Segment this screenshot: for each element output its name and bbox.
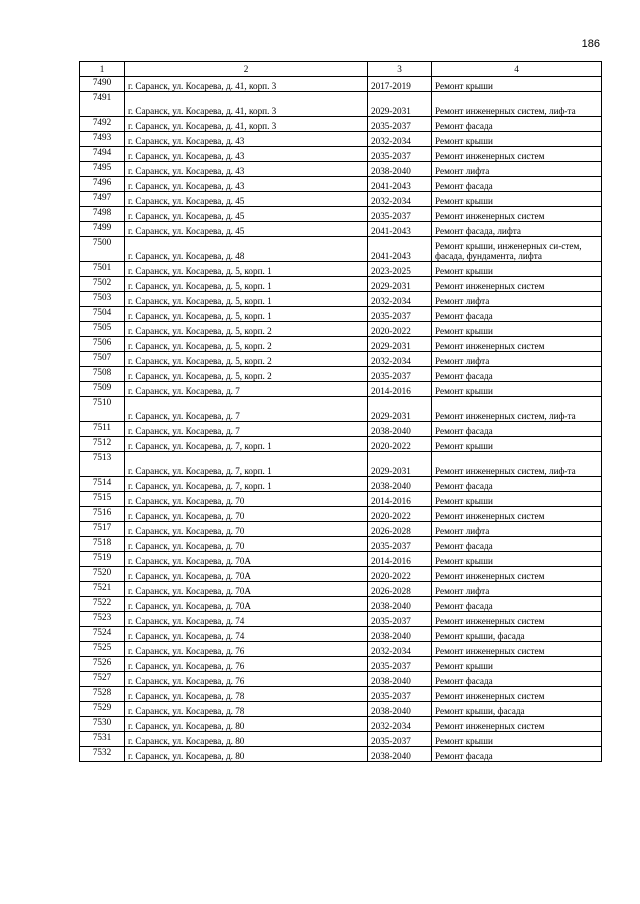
address-cell: г. Саранск, ул. Косарева, д. 7 xyxy=(125,422,368,437)
years-cell: 2038-2040 xyxy=(368,702,432,717)
years-cell: 2035-2037 xyxy=(368,657,432,672)
address-cell: г. Саранск, ул. Косарева, д. 45 xyxy=(125,192,368,207)
address-cell: г. Саранск, ул. Косарева, д. 41, корп. 3 xyxy=(125,92,368,117)
table-row xyxy=(80,277,602,292)
address-cell: г. Саранск, ул. Косарева, д. 5, корп. 2 xyxy=(125,322,368,337)
address-cell: г. Саранск, ул. Косарева, д. 70А xyxy=(125,597,368,612)
table-row xyxy=(80,192,602,207)
table-row xyxy=(80,77,602,92)
row-number-cell: 7505 xyxy=(80,322,125,337)
address-cell: г. Саранск, ул. Косарева, д. 70 xyxy=(125,522,368,537)
table-row xyxy=(80,477,602,492)
address-cell: г. Саранск, ул. Косарева, д. 70А xyxy=(125,582,368,597)
column-header-1: 1 xyxy=(80,62,125,77)
table-row xyxy=(80,307,602,322)
row-number-cell: 7515 xyxy=(80,492,125,507)
years-cell: 2035-2037 xyxy=(368,537,432,552)
table-row xyxy=(80,582,602,597)
work-type-cell: Ремонт фасада xyxy=(432,177,602,192)
years-cell: 2023-2025 xyxy=(368,262,432,277)
table-row xyxy=(80,612,602,627)
row-number-cell: 7514 xyxy=(80,477,125,492)
row-number-cell: 7502 xyxy=(80,277,125,292)
row-number-cell: 7511 xyxy=(80,422,125,437)
work-type-cell: Ремонт крыши xyxy=(432,492,602,507)
row-number-cell: 7512 xyxy=(80,437,125,452)
row-number-cell: 7521 xyxy=(80,582,125,597)
work-type-cell: Ремонт фасада xyxy=(432,477,602,492)
table-row xyxy=(80,437,602,452)
address-cell: г. Саранск, ул. Косарева, д. 5, корп. 1 xyxy=(125,277,368,292)
years-cell: 2041-2043 xyxy=(368,237,432,262)
years-cell: 2038-2040 xyxy=(368,627,432,642)
row-number-cell: 7526 xyxy=(80,657,125,672)
work-type-cell: Ремонт лифта xyxy=(432,292,602,307)
work-type-cell: Ремонт лифта xyxy=(432,522,602,537)
address-cell: г. Саранск, ул. Косарева, д. 5, корп. 1 xyxy=(125,292,368,307)
work-type-cell: Ремонт крыши xyxy=(432,132,602,147)
address-cell: г. Саранск, ул. Косарева, д. 80 xyxy=(125,747,368,762)
table-row xyxy=(80,732,602,747)
row-number-cell: 7527 xyxy=(80,672,125,687)
table-row xyxy=(80,492,602,507)
row-number-cell: 7523 xyxy=(80,612,125,627)
row-number-cell: 7500 xyxy=(80,237,125,262)
address-cell: г. Саранск, ул. Косарева, д. 43 xyxy=(125,162,368,177)
address-cell: г. Саранск, ул. Косарева, д. 76 xyxy=(125,657,368,672)
table-row xyxy=(80,237,602,262)
address-cell: г. Саранск, ул. Косарева, д. 41, корп. 3 xyxy=(125,117,368,132)
table-row xyxy=(80,397,602,422)
years-cell: 2017-2019 xyxy=(368,77,432,92)
work-type-cell: Ремонт крыши xyxy=(432,77,602,92)
work-type-cell: Ремонт инженерных систем xyxy=(432,277,602,292)
row-number-cell: 7496 xyxy=(80,177,125,192)
years-cell: 2035-2037 xyxy=(368,207,432,222)
row-number-cell: 7494 xyxy=(80,147,125,162)
work-type-cell: Ремонт инженерных систем, лиф-та xyxy=(432,92,602,117)
address-cell: г. Саранск, ул. Косарева, д. 80 xyxy=(125,717,368,732)
row-number-cell: 7492 xyxy=(80,117,125,132)
work-type-cell: Ремонт фасада, лифта xyxy=(432,222,602,237)
table-row xyxy=(80,702,602,717)
address-cell: г. Саранск, ул. Косарева, д. 41, корп. 3 xyxy=(125,77,368,92)
address-cell: г. Саранск, ул. Косарева, д. 76 xyxy=(125,672,368,687)
work-type-cell: Ремонт фасада xyxy=(432,422,602,437)
table-row xyxy=(80,292,602,307)
work-type-cell: Ремонт фасада xyxy=(432,117,602,132)
address-cell: г. Саранск, ул. Косарева, д. 45 xyxy=(125,222,368,237)
column-header-2: 2 xyxy=(125,62,368,77)
years-cell: 2029-2031 xyxy=(368,337,432,352)
work-type-cell: Ремонт инженерных систем xyxy=(432,567,602,582)
address-cell: г. Саранск, ул. Косарева, д. 5, корп. 1 xyxy=(125,307,368,322)
work-type-cell: Ремонт лифта xyxy=(432,352,602,367)
address-cell: г. Саранск, ул. Косарева, д. 78 xyxy=(125,702,368,717)
years-cell: 2035-2037 xyxy=(368,147,432,162)
work-type-cell: Ремонт фасада xyxy=(432,672,602,687)
work-type-cell: Ремонт лифта xyxy=(432,162,602,177)
address-cell: г. Саранск, ул. Косарева, д. 70А xyxy=(125,567,368,582)
address-cell: г. Саранск, ул. Косарева, д. 45 xyxy=(125,207,368,222)
work-type-cell: Ремонт крыши, фасада xyxy=(432,702,602,717)
row-number-cell: 7518 xyxy=(80,537,125,552)
work-type-cell: Ремонт крыши xyxy=(432,262,602,277)
address-cell: г. Саранск, ул. Косарева, д. 5, корп. 2 xyxy=(125,352,368,367)
work-type-cell: Ремонт крыши xyxy=(432,322,602,337)
address-cell: г. Саранск, ул. Косарева, д. 70А xyxy=(125,552,368,567)
address-cell: г. Саранск, ул. Косарева, д. 7, корп. 1 xyxy=(125,452,368,477)
table-row xyxy=(80,117,602,132)
work-type-cell: Ремонт крыши xyxy=(432,382,602,397)
row-number-cell: 7507 xyxy=(80,352,125,367)
work-type-cell: Ремонт фасада xyxy=(432,597,602,612)
address-cell: г. Саранск, ул. Косарева, д. 7 xyxy=(125,397,368,422)
years-cell: 2014-2016 xyxy=(368,382,432,397)
work-type-cell: Ремонт фасада xyxy=(432,307,602,322)
work-type-cell: Ремонт крыши xyxy=(432,552,602,567)
row-number-cell: 7524 xyxy=(80,627,125,642)
address-cell: г. Саранск, ул. Косарева, д. 74 xyxy=(125,612,368,627)
work-type-cell: Ремонт инженерных систем xyxy=(432,642,602,657)
address-cell: г. Саранск, ул. Косарева, д. 43 xyxy=(125,147,368,162)
row-number-cell: 7530 xyxy=(80,717,125,732)
table-row xyxy=(80,92,602,117)
row-number-cell: 7490 xyxy=(80,77,125,92)
row-number-cell: 7513 xyxy=(80,452,125,477)
years-cell: 2032-2034 xyxy=(368,292,432,307)
address-cell: г. Саранск, ул. Косарева, д. 74 xyxy=(125,627,368,642)
years-cell: 2020-2022 xyxy=(368,437,432,452)
row-number-cell: 7531 xyxy=(80,732,125,747)
years-cell: 2035-2037 xyxy=(368,732,432,747)
table-row xyxy=(80,717,602,732)
work-type-cell: Ремонт крыши, фасада xyxy=(432,627,602,642)
address-cell: г. Саранск, ул. Косарева, д. 5, корп. 2 xyxy=(125,367,368,382)
row-number-cell: 7501 xyxy=(80,262,125,277)
address-cell: г. Саранск, ул. Косарева, д. 7, корп. 1 xyxy=(125,437,368,452)
address-cell: г. Саранск, ул. Косарева, д. 48 xyxy=(125,237,368,262)
column-header-3: 3 xyxy=(368,62,432,77)
row-number-cell: 7503 xyxy=(80,292,125,307)
address-cell: г. Саранск, ул. Косарева, д. 5, корп. 2 xyxy=(125,337,368,352)
table-row xyxy=(80,747,602,762)
table-row xyxy=(80,452,602,477)
row-number-cell: 7493 xyxy=(80,132,125,147)
row-number-cell: 7491 xyxy=(80,92,125,117)
table-row xyxy=(80,627,602,642)
table-row xyxy=(80,672,602,687)
row-number-cell: 7532 xyxy=(80,747,125,762)
years-cell: 2038-2040 xyxy=(368,747,432,762)
work-type-cell: Ремонт инженерных систем xyxy=(432,612,602,627)
years-cell: 2029-2031 xyxy=(368,92,432,117)
work-type-cell: Ремонт крыши xyxy=(432,192,602,207)
years-cell: 2029-2031 xyxy=(368,277,432,292)
table-row xyxy=(80,132,602,147)
row-number-cell: 7499 xyxy=(80,222,125,237)
years-cell: 2026-2028 xyxy=(368,522,432,537)
address-cell: г. Саранск, ул. Косарева, д. 5, корп. 1 xyxy=(125,262,368,277)
years-cell: 2026-2028 xyxy=(368,582,432,597)
table-row xyxy=(80,352,602,367)
years-cell: 2038-2040 xyxy=(368,162,432,177)
row-number-cell: 7517 xyxy=(80,522,125,537)
table-row xyxy=(80,367,602,382)
work-type-cell: Ремонт инженерных систем, лиф-та xyxy=(432,452,602,477)
table-row xyxy=(80,537,602,552)
row-number-cell: 7528 xyxy=(80,687,125,702)
address-cell: г. Саранск, ул. Косарева, д. 70 xyxy=(125,492,368,507)
table-row xyxy=(80,162,602,177)
years-cell: 2041-2043 xyxy=(368,177,432,192)
row-number-cell: 7498 xyxy=(80,207,125,222)
work-type-cell: Ремонт крыши xyxy=(432,437,602,452)
years-cell: 2020-2022 xyxy=(368,322,432,337)
repair-schedule-table xyxy=(79,61,602,762)
row-number-cell: 7516 xyxy=(80,507,125,522)
work-type-cell: Ремонт фасада xyxy=(432,367,602,382)
table-row xyxy=(80,322,602,337)
table-body xyxy=(80,77,602,762)
table-row xyxy=(80,422,602,437)
years-cell: 2020-2022 xyxy=(368,567,432,582)
years-cell: 2032-2034 xyxy=(368,352,432,367)
work-type-cell: Ремонт инженерных систем xyxy=(432,717,602,732)
work-type-cell: Ремонт инженерных систем xyxy=(432,507,602,522)
years-cell: 2038-2040 xyxy=(368,422,432,437)
years-cell: 2029-2031 xyxy=(368,452,432,477)
table-row xyxy=(80,687,602,702)
address-cell: г. Саранск, ул. Косарева, д. 78 xyxy=(125,687,368,702)
work-type-cell: Ремонт крыши xyxy=(432,657,602,672)
work-type-cell: Ремонт крыши xyxy=(432,732,602,747)
years-cell: 2041-2043 xyxy=(368,222,432,237)
years-cell: 2014-2016 xyxy=(368,552,432,567)
page-number: 186 xyxy=(581,38,600,50)
row-number-cell: 7519 xyxy=(80,552,125,567)
table-row xyxy=(80,207,602,222)
table-row xyxy=(80,507,602,522)
row-number-cell: 7504 xyxy=(80,307,125,322)
years-cell: 2032-2034 xyxy=(368,192,432,207)
address-cell: г. Саранск, ул. Косарева, д. 76 xyxy=(125,642,368,657)
years-cell: 2020-2022 xyxy=(368,507,432,522)
table-row xyxy=(80,552,602,567)
work-type-cell: Ремонт инженерных систем xyxy=(432,207,602,222)
years-cell: 2038-2040 xyxy=(368,597,432,612)
work-type-cell: Ремонт крыши, инженерных си-стем, фасада, фундамента, лифта xyxy=(432,237,602,262)
address-cell: г. Саранск, ул. Косарева, д. 7 xyxy=(125,382,368,397)
table-row xyxy=(80,337,602,352)
address-cell: г. Саранск, ул. Косарева, д. 80 xyxy=(125,732,368,747)
address-cell: г. Саранск, ул. Косарева, д. 43 xyxy=(125,177,368,192)
address-cell: г. Саранск, ул. Косарева, д. 70 xyxy=(125,537,368,552)
work-type-cell: Ремонт инженерных систем xyxy=(432,687,602,702)
years-cell: 2038-2040 xyxy=(368,477,432,492)
row-number-cell: 7510 xyxy=(80,397,125,422)
work-type-cell: Ремонт инженерных систем xyxy=(432,147,602,162)
years-cell: 2032-2034 xyxy=(368,132,432,147)
table-row xyxy=(80,262,602,277)
table-row xyxy=(80,657,602,672)
table-row xyxy=(80,567,602,582)
years-cell: 2038-2040 xyxy=(368,672,432,687)
row-number-cell: 7497 xyxy=(80,192,125,207)
row-number-cell: 7529 xyxy=(80,702,125,717)
row-number-cell: 7525 xyxy=(80,642,125,657)
row-number-cell: 7509 xyxy=(80,382,125,397)
table-row xyxy=(80,222,602,237)
column-header-4: 4 xyxy=(432,62,602,77)
address-cell: г. Саранск, ул. Косарева, д. 70 xyxy=(125,507,368,522)
row-number-cell: 7522 xyxy=(80,597,125,612)
years-cell: 2029-2031 xyxy=(368,397,432,422)
table-row xyxy=(80,522,602,537)
work-type-cell: Ремонт фасада xyxy=(432,537,602,552)
table-row xyxy=(80,177,602,192)
years-cell: 2032-2034 xyxy=(368,642,432,657)
address-cell: г. Саранск, ул. Косарева, д. 7, корп. 1 xyxy=(125,477,368,492)
years-cell: 2035-2037 xyxy=(368,117,432,132)
work-type-cell: Ремонт лифта xyxy=(432,582,602,597)
table-row xyxy=(80,642,602,657)
years-cell: 2035-2037 xyxy=(368,687,432,702)
years-cell: 2035-2037 xyxy=(368,612,432,627)
years-cell: 2032-2034 xyxy=(368,717,432,732)
years-cell: 2035-2037 xyxy=(368,307,432,322)
row-number-cell: 7495 xyxy=(80,162,125,177)
row-number-cell: 7508 xyxy=(80,367,125,382)
address-cell: г. Саранск, ул. Косарева, д. 43 xyxy=(125,132,368,147)
table-row xyxy=(80,597,602,612)
table-row xyxy=(80,382,602,397)
row-number-cell: 7506 xyxy=(80,337,125,352)
years-cell: 2014-2016 xyxy=(368,492,432,507)
work-type-cell: Ремонт инженерных систем xyxy=(432,337,602,352)
years-cell: 2035-2037 xyxy=(368,367,432,382)
table-row xyxy=(80,147,602,162)
header-row xyxy=(80,62,602,77)
work-type-cell: Ремонт фасада xyxy=(432,747,602,762)
row-number-cell: 7520 xyxy=(80,567,125,582)
work-type-cell: Ремонт инженерных систем, лиф-та xyxy=(432,397,602,422)
